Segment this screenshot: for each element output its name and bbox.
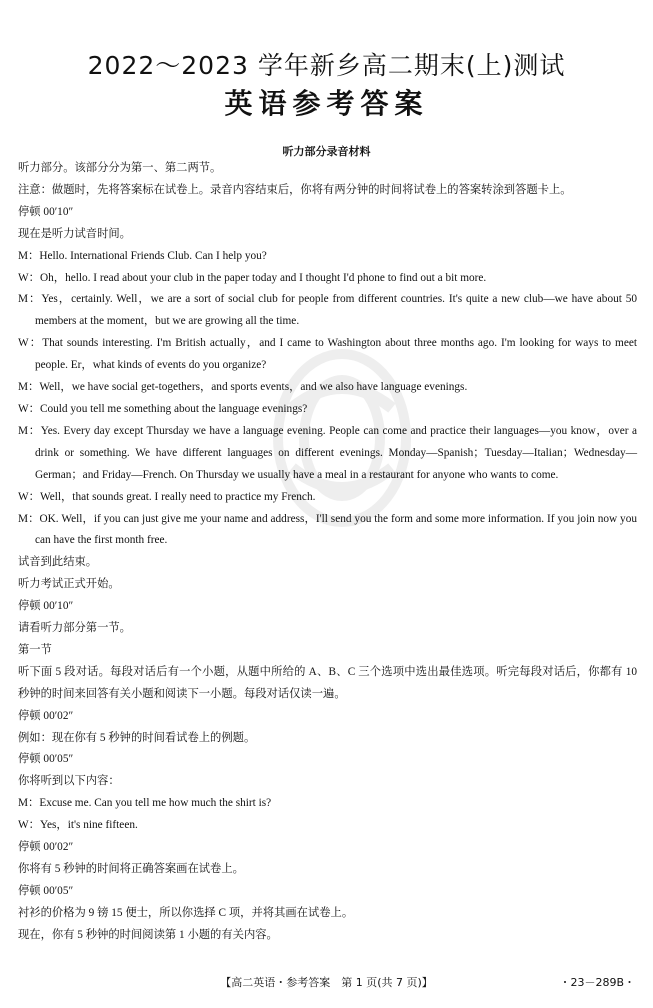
dialogue-line: M：Hello. International Friends Club. Can I help you? xyxy=(18,249,267,262)
dialogue-line: M：OK. Well，if you can just give me your name and address，I'll send you the form and some more information. If you join now you can have the first month free. xyxy=(18,512,637,547)
body-paragraph: 注意：做题时，先将答案标在试卷上。录音内容结束后，你将有两分钟的时间将试卷上的答案转涂到答题卡上。 xyxy=(18,183,572,196)
body-paragraph: 第一节 xyxy=(18,643,52,656)
body-paragraph: 现在是听力试音时间。 xyxy=(18,227,131,240)
body-paragraph: 例如：现在你有 5 秒钟的时间看试卷上的例题。 xyxy=(18,731,256,744)
page-footer xyxy=(0,974,653,994)
dialogue-line: M：Yes. Every day except Thursday we have a language evening. People can come and practice their languages—you know，over a drink or something. We have different languages on different evenings. Monday—Spanish；Tuesday—Italian；Wednesday—German；and Friday—French. On Thursday we usually have a meal in a restaurant for anyone who wants to come. xyxy=(18,424,637,481)
dialogue-line: W：Well，that sounds great. I really need to practice my French. xyxy=(18,490,316,503)
body-paragraph: 听力考试正式开始。 xyxy=(18,578,120,591)
dialogue-line: W：That sounds interesting. I'm British actually，and I came to Washington about three months ago. I'm looking for ways to meet people. Er，what kinds of events do you organize? xyxy=(18,337,637,372)
body-paragraph: 停顿 00′10″ xyxy=(18,600,74,613)
body-paragraph: 你将有 5 秒钟的时间将正确答案画在试卷上。 xyxy=(18,863,244,875)
footer-code: ・23－289B・ xyxy=(559,976,635,989)
dialogue-line: M：Well，we have social get-togethers，and sports events，and we also have language evenings. xyxy=(18,381,468,394)
body-paragraph: 你将听到以下内容： xyxy=(18,775,120,788)
document-subtitle: 英语参考答案 xyxy=(224,87,429,120)
document-title: 2022～2023 学年新乡高二期末(上)测试 xyxy=(87,51,566,80)
section-heading: 听力部分录音材料 xyxy=(282,145,371,158)
body-paragraph: W：Yes，it's nine fifteen. xyxy=(18,819,138,832)
body-paragraph: 停顿 00′02″ xyxy=(18,709,74,722)
body-paragraph: 听下面 5 段对话。每段对话后有一个小题，从题中所给的 A、B、C 三个选项中选出最佳选项。听完每段对话后，你都有 10 秒钟的时间来回答有关小题和阅读下一小题。每段对话仅读一遍。 xyxy=(18,665,637,700)
body-paragraph: 停顿 00′05″ xyxy=(18,884,74,897)
body-paragraph: 停顿 00′05″ xyxy=(18,753,74,766)
body-paragraph: 停顿 00′10″ xyxy=(18,205,74,218)
body-paragraph: M：Excuse me. Can you tell me how much the shirt is? xyxy=(18,797,272,810)
body-paragraph: 听力部分。该部分分为第一、第二两节。 xyxy=(18,162,222,174)
body-paragraph: 试音到此结束。 xyxy=(18,556,98,569)
dialogue-line: W：Oh，hello. I read about your club in the paper today and I thought I'd phone to find out a bit more. xyxy=(18,271,487,284)
body-paragraph: 衬衫的价格为 9 镑 15 便士，所以你选择 C 项，并将其画在试卷上。 xyxy=(18,906,354,919)
body-paragraph: 请看听力部分第一节。 xyxy=(18,622,131,635)
body-paragraph: 现在，你有 5 秒钟的时间阅读第 1 小题的有关内容。 xyxy=(18,928,278,941)
dialogue-line: W：Could you tell me something about the language evenings? xyxy=(18,402,308,415)
dialogue-line: M：Yes，certainly. Well，we are a sort of social club for people from different countries. It's quite a new club—we have about 50 members at the moment，but we are growing all the time. xyxy=(18,293,637,328)
body-paragraph: 停顿 00′02″ xyxy=(18,841,74,854)
footer-page-info: 【高二英语・参考答案 第 1 页(共 7 页)】 xyxy=(220,976,433,989)
document-body xyxy=(18,158,637,947)
